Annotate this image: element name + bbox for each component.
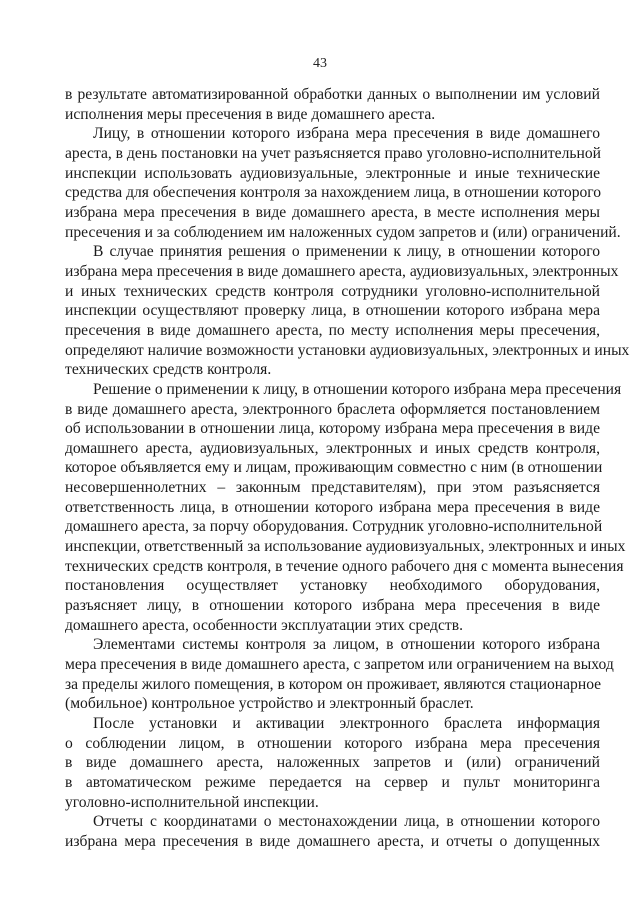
text-line: разъясняет лицу, в отношении которого избрана мера пресечения в виде <box>65 597 600 615</box>
text-line: избрана мера пресечения в виде домашнего ареста, в месте исполнения меры <box>65 203 600 221</box>
text-line: постановления осуществляет установку необходимого оборудования, <box>65 577 600 595</box>
text-line: избрана мера пресечения в виде домашнего ареста, и отчеты о допущенных <box>65 832 600 850</box>
text-line: исполнения меры пресечения в виде домашнего ареста. <box>65 105 436 123</box>
text-line: определяют наличие возможности установки аудиовизуальных, электронных и иных <box>65 341 630 359</box>
paragraph <box>65 714 600 812</box>
text-line: в результате автоматизированной обработки данных о выполнении им условий <box>65 86 600 103</box>
text-line: избрана мера пресечения в виде домашнего ареста, аудиовизуальных, электронных <box>65 262 619 280</box>
text-line: в виде домашнего ареста, электронного браслета оформляется постановлением <box>65 400 600 418</box>
text-line: домашнего ареста, особенности эксплуатации этих средств. <box>65 616 463 634</box>
text-line: ответственность лица, в отношении которого избрана мера пресечения в виде <box>65 498 600 516</box>
text-line: об использовании в отношении лица, которому избрана мера пресечения в виде <box>65 420 600 438</box>
text-line: несовершеннолетних – законным представителям), при этом разъясняется <box>65 479 600 497</box>
text-line: инспекции, ответственный за использование аудиовизуальных, электронных и иных <box>65 538 626 556</box>
text-line: средства для обеспечения контроля за нахождением лица, в отношении которого <box>65 184 602 202</box>
paragraph <box>65 242 630 380</box>
text-line: которое объявляется ему и лицам, проживающим совместно с ним (в отношении <box>65 459 603 477</box>
text-line: В случае принятия решения о применении к лицу, в отношении которого <box>93 243 600 261</box>
paragraph <box>65 124 621 242</box>
text-line: ареста, в день постановки на учет разъясняется право уголовно-исполнительной <box>65 144 601 162</box>
text-line: Решение о применении к лицу, в отношении которого избрана мера пресечения <box>93 380 622 398</box>
text-line: пресечения и за соблюдением им наложенных судом запретов и (или) ограничений. <box>65 223 621 241</box>
text-line: После установки и активации электронного браслета информация <box>93 715 600 732</box>
paragraph <box>65 380 626 636</box>
text-line: (мобильное) контрольное устройство и электронный браслет. <box>65 695 474 713</box>
paragraph <box>65 85 600 124</box>
text-line: Лицу, в отношении которого избрана мера пресечения в виде домашнего <box>93 125 600 143</box>
text-line: Элементами системы контроля за лицом, в отношении которого избрана <box>93 636 600 654</box>
text-line: домашнего ареста, аудиовизуальных, электронных и иных средств контроля, <box>65 439 600 457</box>
text-line: домашнего ареста, за порчу оборудования. Сотрудник уголовно-исполнительной <box>65 518 603 536</box>
text-line: мера пресечения в виде домашнего ареста, с запретом или ограничением на выход <box>65 656 614 674</box>
text-line: в виде домашнего ареста, наложенных запретов и (или) ограничений <box>65 754 600 772</box>
paragraph <box>65 635 614 714</box>
text-line: инспекции осуществляют проверку лица, в отношении которого избрана мера <box>65 302 600 320</box>
document-body <box>65 85 630 852</box>
paragraph <box>65 812 600 851</box>
text-line: уголовно-исполнительной инспекции. <box>65 793 319 811</box>
text-line: в автоматическом режиме передается на сервер и пульт мониторинга <box>65 773 600 791</box>
page-number: 43 <box>313 56 327 71</box>
text-line: и иных технических средств контроля сотрудники уголовно-исполнительной <box>65 282 600 300</box>
text-line: о соблюдении лицом, в отношении которого избрана мера пресечения <box>65 734 600 752</box>
text-line: Отчеты с координатами о местонахождении лица, в отношении которого <box>93 813 600 831</box>
text-line: за пределы жилого помещения, в котором он проживает, являются стационарное <box>65 675 602 693</box>
text-line: инспекции использовать аудиовизуальные, электронные и иные технические <box>65 164 600 182</box>
text-line: технических средств контроля. <box>65 361 272 379</box>
text-line: технических средств контроля, в течение одного рабочего дня с момента вынесения <box>65 557 624 575</box>
text-line: пресечения в виде домашнего ареста, по месту исполнения меры пресечения, <box>65 321 600 339</box>
